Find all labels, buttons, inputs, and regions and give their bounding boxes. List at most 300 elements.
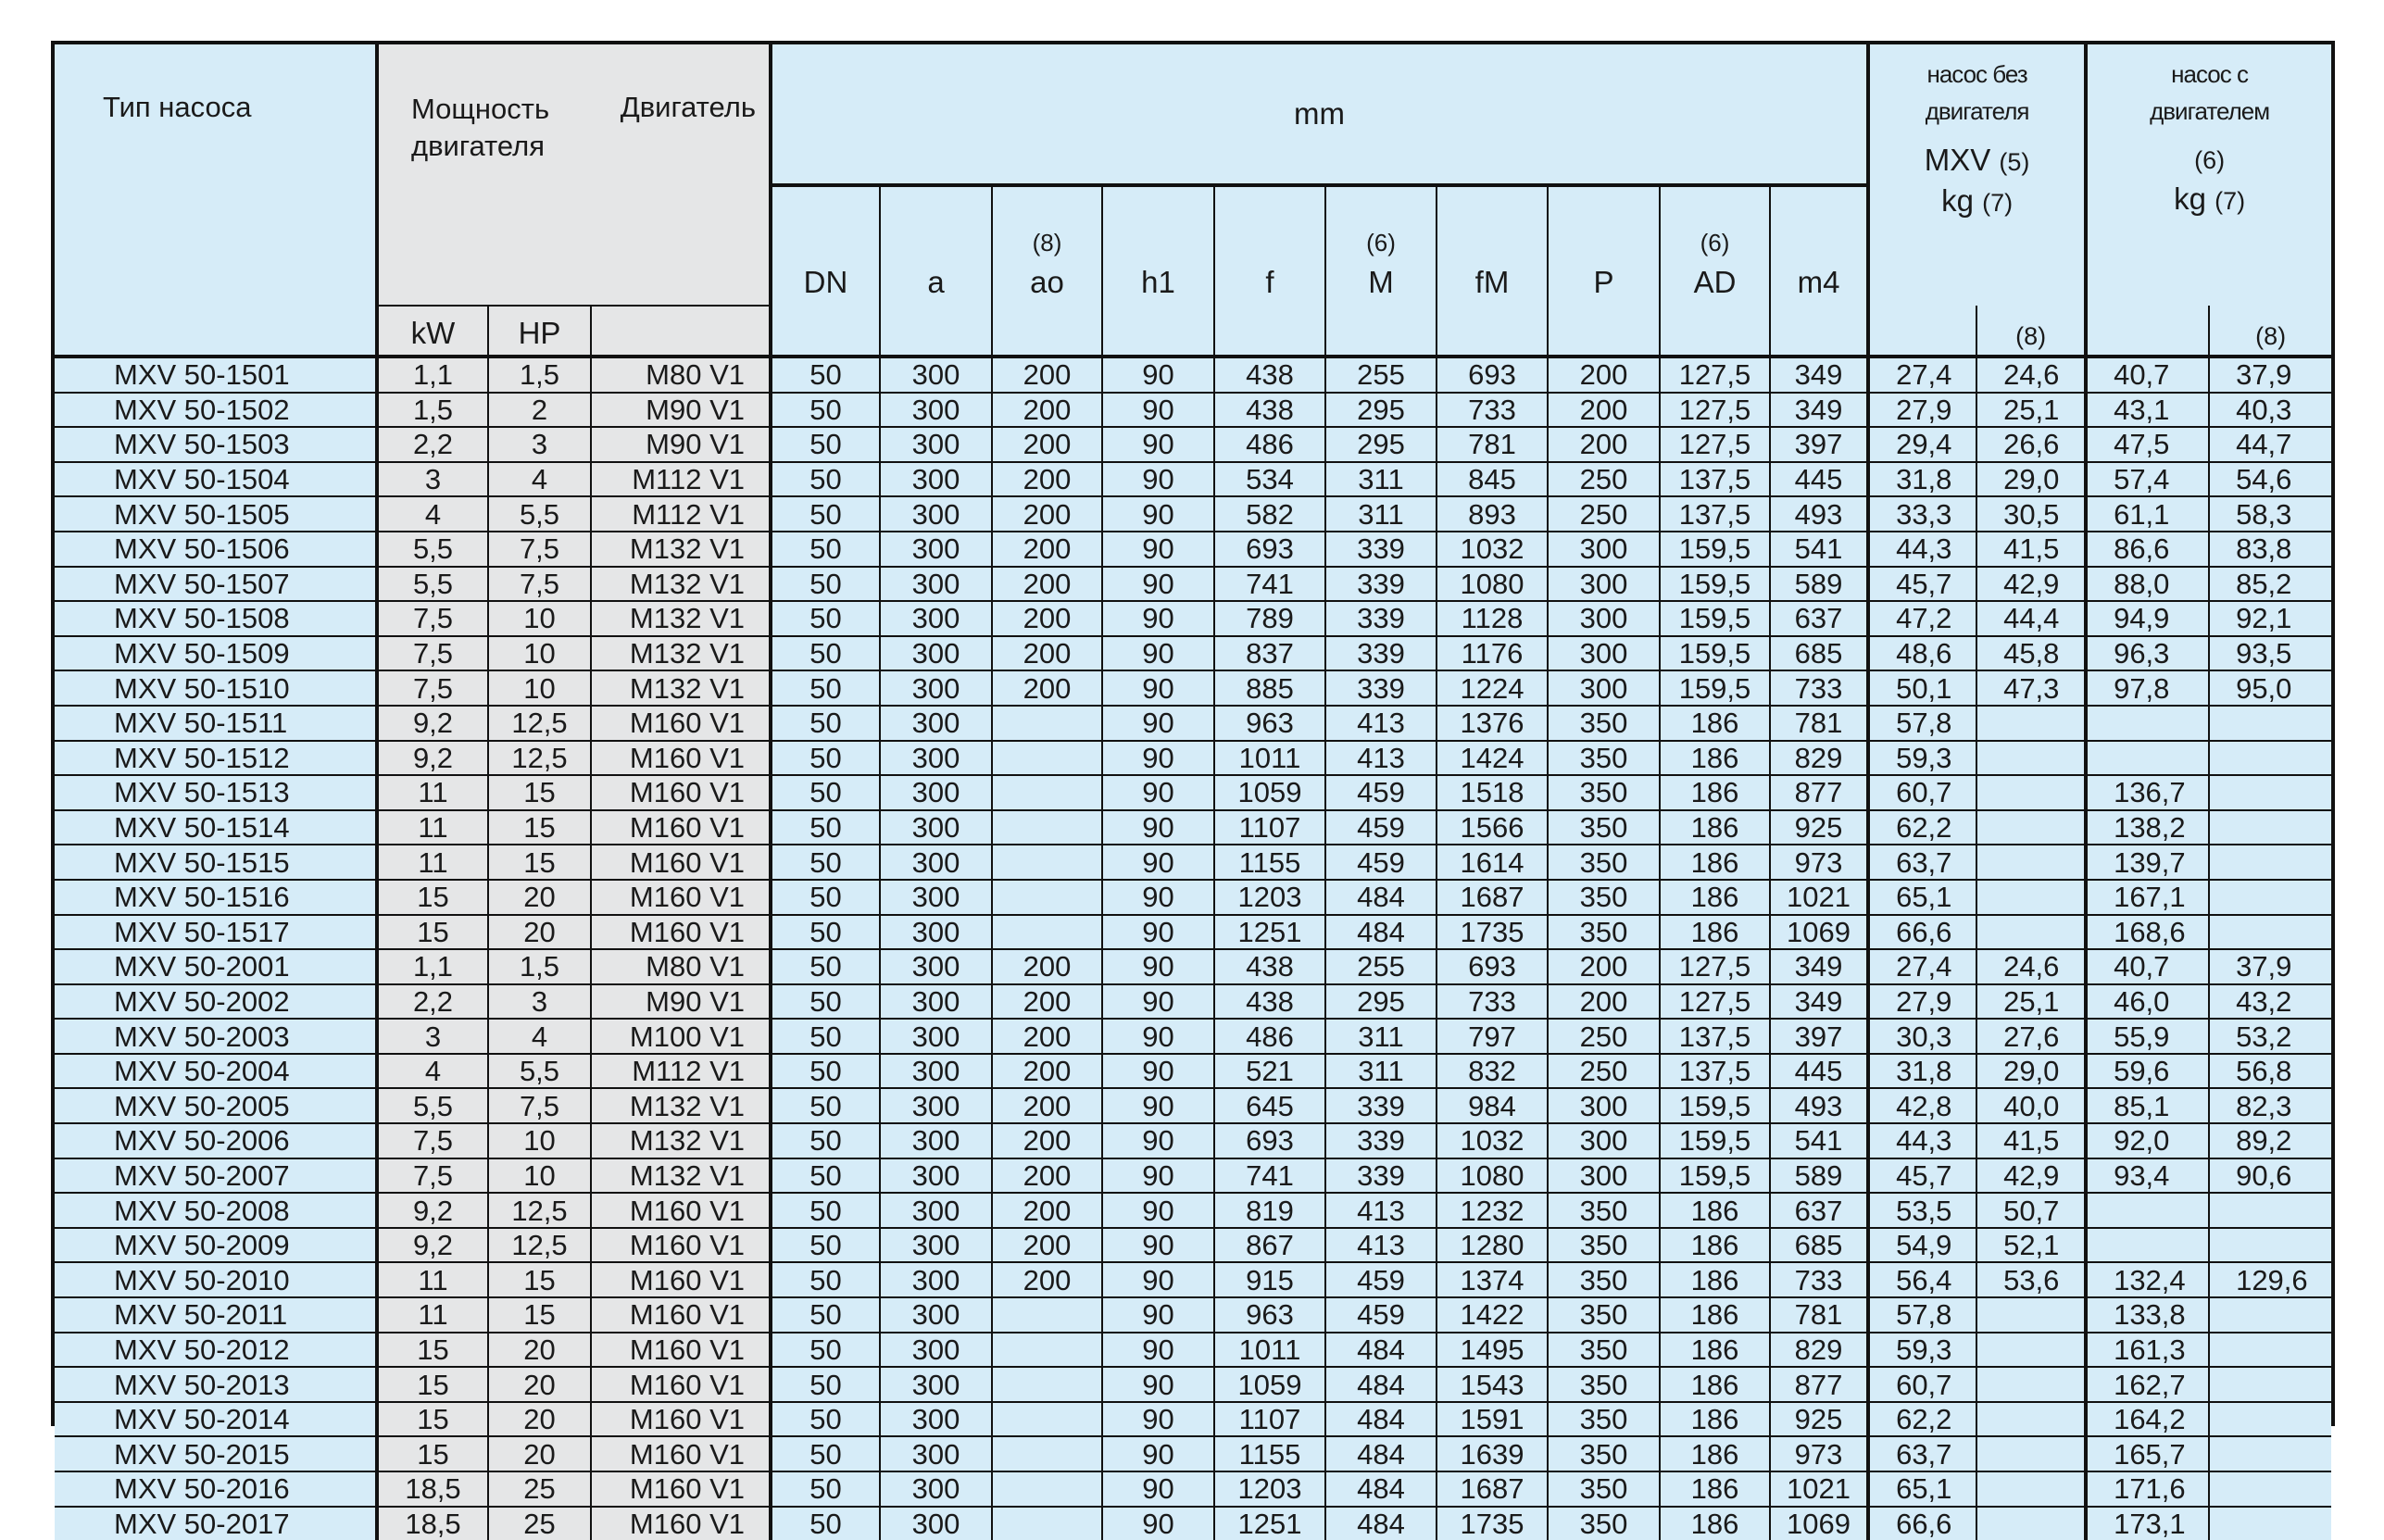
cell-motor: M80 V1 xyxy=(591,949,771,984)
cell-a: 300 xyxy=(880,1333,992,1368)
cell-hp: 15 xyxy=(488,810,591,845)
cell-weight-motor: 167,1 xyxy=(2086,880,2209,915)
cell-ao xyxy=(992,1367,1102,1402)
cell-weight-mxv: 45,7 xyxy=(1868,1158,1976,1194)
cell-hp: 15 xyxy=(488,845,591,880)
cell-hp: 25 xyxy=(488,1471,591,1507)
cell-weight-mxv-8 xyxy=(1976,1367,2086,1402)
cell-ao: 200 xyxy=(992,1123,1102,1158)
cell-dn: 50 xyxy=(771,949,880,984)
cell-kw: 1,1 xyxy=(377,357,488,393)
header-weight-model-note: (5) xyxy=(1999,148,2030,176)
header-dim-m4 xyxy=(1770,185,1868,306)
table-row xyxy=(55,532,2331,567)
cell-ad: 186 xyxy=(1660,810,1770,845)
cell-f: 1107 xyxy=(1214,810,1325,845)
cell-motor: M160 V1 xyxy=(591,1471,771,1507)
cell-a: 300 xyxy=(880,880,992,915)
cell-pump-type: MXV 50-2015 xyxy=(55,1436,377,1471)
header-weight-sub-left xyxy=(1868,306,1976,357)
cell-pump-type: MXV 50-2007 xyxy=(55,1158,377,1194)
cell-weight-mxv-8: 50,7 xyxy=(1976,1193,2086,1228)
cell-weight-motor: 43,1 xyxy=(2086,393,2209,428)
cell-motor: M132 V1 xyxy=(591,1158,771,1194)
cell-ao: 200 xyxy=(992,1193,1102,1228)
cell-m: 484 xyxy=(1325,880,1437,915)
table-row xyxy=(55,462,2331,497)
cell-weight-mxv: 66,6 xyxy=(1868,1507,1976,1540)
cell-fm: 1128 xyxy=(1437,601,1548,636)
cell-weight-mxv: 30,3 xyxy=(1868,1019,1976,1054)
cell-p: 200 xyxy=(1548,393,1660,428)
cell-weight-motor-8 xyxy=(2209,810,2331,845)
cell-dn: 50 xyxy=(771,601,880,636)
cell-p: 350 xyxy=(1548,706,1660,741)
cell-p: 350 xyxy=(1548,775,1660,810)
cell-weight-mxv: 42,8 xyxy=(1868,1088,1976,1123)
header-motor-bottom xyxy=(591,306,771,357)
cell-dn: 50 xyxy=(771,1088,880,1123)
cell-m4: 925 xyxy=(1770,1402,1868,1437)
header-weight-model-text: MXV xyxy=(1924,143,1991,177)
cell-fm: 1422 xyxy=(1437,1297,1548,1333)
cell-ad: 186 xyxy=(1660,1193,1770,1228)
cell-weight-mxv-8: 41,5 xyxy=(1976,532,2086,567)
cell-pump-type: MXV 50-1505 xyxy=(55,496,377,532)
cell-motor: M160 V1 xyxy=(591,775,771,810)
table-row xyxy=(55,1367,2331,1402)
cell-h1: 90 xyxy=(1102,670,1214,706)
cell-dn: 50 xyxy=(771,1333,880,1368)
header-dim-label: h1 xyxy=(1141,265,1175,299)
header-dim-spacer xyxy=(1437,306,1548,357)
cell-p: 300 xyxy=(1548,636,1660,671)
cell-hp: 7,5 xyxy=(488,567,591,602)
cell-fm: 1374 xyxy=(1437,1262,1548,1297)
cell-ao: 200 xyxy=(992,636,1102,671)
cell-f: 1155 xyxy=(1214,845,1325,880)
cell-kw: 15 xyxy=(377,1436,488,1471)
cell-p: 200 xyxy=(1548,357,1660,393)
cell-m: 295 xyxy=(1325,427,1437,462)
cell-weight-mxv: 27,4 xyxy=(1868,357,1976,393)
table-row xyxy=(55,915,2331,950)
header-dim-a xyxy=(880,185,992,306)
header-motor-power xyxy=(377,44,591,306)
cell-weight-motor: 171,6 xyxy=(2086,1471,2209,1507)
cell-pump-type: MXV 50-1511 xyxy=(55,706,377,741)
cell-ao: 200 xyxy=(992,496,1102,532)
cell-h1: 90 xyxy=(1102,741,1214,776)
cell-ad: 159,5 xyxy=(1660,1088,1770,1123)
cell-kw: 5,5 xyxy=(377,532,488,567)
table-row xyxy=(55,427,2331,462)
cell-weight-motor-8 xyxy=(2209,775,2331,810)
cell-f: 438 xyxy=(1214,357,1325,393)
table-row xyxy=(55,1158,2331,1194)
header-dim-spacer xyxy=(1102,306,1214,357)
cell-hp: 20 xyxy=(488,915,591,950)
cell-kw: 11 xyxy=(377,810,488,845)
cell-weight-motor-8 xyxy=(2209,1333,2331,1368)
cell-h1: 90 xyxy=(1102,984,1214,1020)
cell-h1: 90 xyxy=(1102,1333,1214,1368)
cell-ad: 137,5 xyxy=(1660,462,1770,497)
cell-weight-mxv: 60,7 xyxy=(1868,1367,1976,1402)
cell-kw: 7,5 xyxy=(377,670,488,706)
cell-fm: 1591 xyxy=(1437,1402,1548,1437)
cell-motor: M112 V1 xyxy=(591,1054,771,1089)
cell-ao: 200 xyxy=(992,1262,1102,1297)
cell-a: 300 xyxy=(880,567,992,602)
table-row xyxy=(55,636,2331,671)
header-weight2-kg-text: kg xyxy=(2174,182,2206,216)
cell-m4: 445 xyxy=(1770,462,1868,497)
cell-weight-mxv-8: 25,1 xyxy=(1976,393,2086,428)
cell-f: 1203 xyxy=(1214,1471,1325,1507)
cell-weight-motor-8: 43,2 xyxy=(2209,984,2331,1020)
cell-a: 300 xyxy=(880,1019,992,1054)
cell-fm: 1376 xyxy=(1437,706,1548,741)
cell-h1: 90 xyxy=(1102,427,1214,462)
header-weight-with-motor-unit xyxy=(2088,180,2331,220)
cell-ao: 200 xyxy=(992,357,1102,393)
cell-weight-mxv: 56,4 xyxy=(1868,1262,1976,1297)
cell-weight-motor-8 xyxy=(2209,1228,2331,1263)
cell-a: 300 xyxy=(880,1193,992,1228)
cell-fm: 1224 xyxy=(1437,670,1548,706)
cell-ao: 200 xyxy=(992,462,1102,497)
cell-m4: 445 xyxy=(1770,1054,1868,1089)
header-dim-spacer xyxy=(771,306,880,357)
cell-h1: 90 xyxy=(1102,1193,1214,1228)
cell-weight-motor: 46,0 xyxy=(2086,984,2209,1020)
cell-h1: 90 xyxy=(1102,1471,1214,1507)
cell-weight-motor: 86,6 xyxy=(2086,532,2209,567)
cell-fm: 832 xyxy=(1437,1054,1548,1089)
header-pump-type-bottom xyxy=(55,306,377,357)
cell-weight-motor-8: 95,0 xyxy=(2209,670,2331,706)
cell-hp: 10 xyxy=(488,1123,591,1158)
cell-pump-type: MXV 50-2016 xyxy=(55,1471,377,1507)
cell-weight-mxv: 57,8 xyxy=(1868,1297,1976,1333)
cell-weight-motor: 165,7 xyxy=(2086,1436,2209,1471)
cell-ad: 186 xyxy=(1660,1367,1770,1402)
cell-fm: 893 xyxy=(1437,496,1548,532)
cell-pump-type: MXV 50-2001 xyxy=(55,949,377,984)
cell-hp: 1,5 xyxy=(488,949,591,984)
cell-fm: 1232 xyxy=(1437,1193,1548,1228)
table-row xyxy=(55,949,2331,984)
cell-p: 350 xyxy=(1548,915,1660,950)
cell-f: 963 xyxy=(1214,1297,1325,1333)
table-row xyxy=(55,1123,2331,1158)
cell-dn: 50 xyxy=(771,1471,880,1507)
cell-weight-motor-8: 85,2 xyxy=(2209,567,2331,602)
cell-dn: 50 xyxy=(771,915,880,950)
cell-weight-mxv-8 xyxy=(1976,741,2086,776)
cell-h1: 90 xyxy=(1102,915,1214,950)
cell-p: 350 xyxy=(1548,1193,1660,1228)
cell-fm: 1280 xyxy=(1437,1228,1548,1263)
cell-h1: 90 xyxy=(1102,1158,1214,1194)
cell-kw: 9,2 xyxy=(377,1228,488,1263)
table-row xyxy=(55,1228,2331,1263)
cell-h1: 90 xyxy=(1102,496,1214,532)
cell-m4: 1069 xyxy=(1770,915,1868,950)
cell-ad: 186 xyxy=(1660,775,1770,810)
cell-h1: 90 xyxy=(1102,1123,1214,1158)
cell-a: 300 xyxy=(880,1402,992,1437)
cell-ad: 159,5 xyxy=(1660,1158,1770,1194)
cell-m: 295 xyxy=(1325,393,1437,428)
header-weight-with-motor xyxy=(2086,44,2331,306)
cell-h1: 90 xyxy=(1102,1297,1214,1333)
cell-dn: 50 xyxy=(771,1297,880,1333)
cell-pump-type: MXV 50-2010 xyxy=(55,1262,377,1297)
cell-p: 200 xyxy=(1548,984,1660,1020)
cell-weight-mxv: 27,9 xyxy=(1868,393,1976,428)
cell-p: 200 xyxy=(1548,949,1660,984)
cell-weight-motor: 40,7 xyxy=(2086,357,2209,393)
cell-fm: 1687 xyxy=(1437,1471,1548,1507)
cell-a: 300 xyxy=(880,984,992,1020)
cell-motor: M112 V1 xyxy=(591,462,771,497)
cell-f: 1203 xyxy=(1214,880,1325,915)
header-dim-label: fM xyxy=(1474,265,1510,299)
cell-a: 300 xyxy=(880,1367,992,1402)
cell-fm: 1032 xyxy=(1437,1123,1548,1158)
cell-motor: M132 V1 xyxy=(591,670,771,706)
header-dim-m xyxy=(1325,185,1437,306)
header-dim-ao xyxy=(992,185,1102,306)
cell-kw: 7,5 xyxy=(377,1123,488,1158)
cell-weight-motor-8: 83,8 xyxy=(2209,532,2331,567)
cell-h1: 90 xyxy=(1102,567,1214,602)
cell-kw: 15 xyxy=(377,1402,488,1437)
cell-m: 459 xyxy=(1325,1262,1437,1297)
cell-m4: 685 xyxy=(1770,636,1868,671)
cell-pump-type: MXV 50-2005 xyxy=(55,1088,377,1123)
header-dim-label: a xyxy=(927,265,945,299)
cell-p: 300 xyxy=(1548,670,1660,706)
cell-weight-motor: 139,7 xyxy=(2086,845,2209,880)
cell-m: 484 xyxy=(1325,1333,1437,1368)
cell-h1: 90 xyxy=(1102,1367,1214,1402)
cell-kw: 2,2 xyxy=(377,427,488,462)
cell-ad: 127,5 xyxy=(1660,949,1770,984)
cell-fm: 693 xyxy=(1437,357,1548,393)
cell-motor: M160 V1 xyxy=(591,845,771,880)
cell-fm: 1518 xyxy=(1437,775,1548,810)
table-row xyxy=(55,1507,2331,1540)
cell-hp: 20 xyxy=(488,880,591,915)
header-weight-kg-note: (7) xyxy=(1982,189,2014,217)
cell-pump-type: MXV 50-2003 xyxy=(55,1019,377,1054)
cell-pump-type: MXV 50-2009 xyxy=(55,1228,377,1263)
cell-ao: 200 xyxy=(992,984,1102,1020)
cell-weight-mxv: 27,4 xyxy=(1868,949,1976,984)
cell-fm: 733 xyxy=(1437,984,1548,1020)
cell-dn: 50 xyxy=(771,1507,880,1540)
cell-weight-mxv-8: 41,5 xyxy=(1976,1123,2086,1158)
cell-ad: 186 xyxy=(1660,741,1770,776)
cell-h1: 90 xyxy=(1102,1436,1214,1471)
table-row xyxy=(55,845,2331,880)
cell-m4: 397 xyxy=(1770,1019,1868,1054)
cell-m: 459 xyxy=(1325,845,1437,880)
cell-pump-type: MXV 50-1514 xyxy=(55,810,377,845)
cell-a: 300 xyxy=(880,915,992,950)
cell-dn: 50 xyxy=(771,984,880,1020)
header-mm xyxy=(771,44,1868,185)
cell-pump-type: MXV 50-2004 xyxy=(55,1054,377,1089)
cell-weight-mxv-8 xyxy=(1976,1436,2086,1471)
header-pump-type-label: Тип насоса xyxy=(103,91,252,123)
cell-ao: 200 xyxy=(992,601,1102,636)
cell-kw: 5,5 xyxy=(377,567,488,602)
cell-ao: 200 xyxy=(992,532,1102,567)
cell-a: 300 xyxy=(880,810,992,845)
cell-m: 484 xyxy=(1325,1367,1437,1402)
cell-h1: 90 xyxy=(1102,1019,1214,1054)
cell-p: 350 xyxy=(1548,1471,1660,1507)
cell-p: 350 xyxy=(1548,1333,1660,1368)
cell-ao xyxy=(992,880,1102,915)
cell-m: 339 xyxy=(1325,532,1437,567)
cell-m4: 925 xyxy=(1770,810,1868,845)
cell-weight-motor-8 xyxy=(2209,1367,2331,1402)
cell-ad: 159,5 xyxy=(1660,670,1770,706)
header-weight-no-motor xyxy=(1868,44,2086,306)
cell-weight-mxv: 59,3 xyxy=(1868,741,1976,776)
cell-weight-mxv-8: 26,6 xyxy=(1976,427,2086,462)
cell-pump-type: MXV 50-1512 xyxy=(55,741,377,776)
cell-fm: 693 xyxy=(1437,949,1548,984)
cell-weight-motor-8 xyxy=(2209,1507,2331,1540)
cell-hp: 12,5 xyxy=(488,1228,591,1263)
cell-fm: 1495 xyxy=(1437,1333,1548,1368)
cell-pump-type: MXV 50-1517 xyxy=(55,915,377,950)
cell-m4: 1021 xyxy=(1770,880,1868,915)
cell-m: 295 xyxy=(1325,984,1437,1020)
cell-m4: 349 xyxy=(1770,357,1868,393)
cell-motor: M160 V1 xyxy=(591,810,771,845)
table-row xyxy=(55,601,2331,636)
cell-dn: 50 xyxy=(771,810,880,845)
cell-m4: 877 xyxy=(1770,775,1868,810)
cell-f: 486 xyxy=(1214,1019,1325,1054)
cell-weight-motor: 136,7 xyxy=(2086,775,2209,810)
cell-kw: 3 xyxy=(377,462,488,497)
cell-m4: 973 xyxy=(1770,1436,1868,1471)
cell-weight-mxv: 63,7 xyxy=(1868,1436,1976,1471)
header-weight-no-motor-title: насос без двигателя xyxy=(1925,60,2029,125)
cell-weight-mxv-8: 30,5 xyxy=(1976,496,2086,532)
cell-p: 350 xyxy=(1548,1402,1660,1437)
cell-weight-mxv: 44,3 xyxy=(1868,532,1976,567)
cell-ao xyxy=(992,741,1102,776)
cell-m4: 349 xyxy=(1770,984,1868,1020)
cell-h1: 90 xyxy=(1102,393,1214,428)
cell-f: 1251 xyxy=(1214,915,1325,950)
cell-weight-motor-8: 82,3 xyxy=(2209,1088,2331,1123)
cell-ad: 127,5 xyxy=(1660,984,1770,1020)
cell-dn: 50 xyxy=(771,1123,880,1158)
cell-ao xyxy=(992,915,1102,950)
cell-pump-type: MXV 50-1515 xyxy=(55,845,377,880)
cell-ao: 200 xyxy=(992,1054,1102,1089)
cell-kw: 11 xyxy=(377,1262,488,1297)
cell-dn: 50 xyxy=(771,1402,880,1437)
cell-a: 300 xyxy=(880,845,992,880)
cell-weight-mxv: 29,4 xyxy=(1868,427,1976,462)
cell-ad: 186 xyxy=(1660,1297,1770,1333)
cell-a: 300 xyxy=(880,532,992,567)
cell-ad: 186 xyxy=(1660,1507,1770,1540)
cell-hp: 12,5 xyxy=(488,706,591,741)
cell-weight-mxv: 47,2 xyxy=(1868,601,1976,636)
cell-m4: 973 xyxy=(1770,845,1868,880)
cell-dn: 50 xyxy=(771,741,880,776)
cell-pump-type: MXV 50-1504 xyxy=(55,462,377,497)
cell-f: 534 xyxy=(1214,462,1325,497)
cell-weight-motor-8: 129,6 xyxy=(2209,1262,2331,1297)
cell-ao xyxy=(992,706,1102,741)
cell-a: 300 xyxy=(880,1158,992,1194)
header-dim-spacer xyxy=(1214,306,1325,357)
cell-weight-mxv-8 xyxy=(1976,915,2086,950)
cell-hp: 20 xyxy=(488,1436,591,1471)
cell-ao xyxy=(992,845,1102,880)
cell-weight-motor-8: 37,9 xyxy=(2209,949,2331,984)
cell-motor: M160 V1 xyxy=(591,741,771,776)
cell-kw: 7,5 xyxy=(377,1158,488,1194)
cell-h1: 90 xyxy=(1102,810,1214,845)
cell-m: 459 xyxy=(1325,810,1437,845)
cell-weight-motor: 57,4 xyxy=(2086,462,2209,497)
cell-p: 350 xyxy=(1548,741,1660,776)
cell-pump-type: MXV 50-2014 xyxy=(55,1402,377,1437)
cell-m4: 589 xyxy=(1770,567,1868,602)
header-dim-note: (8) xyxy=(1032,229,1062,257)
cell-dn: 50 xyxy=(771,393,880,428)
cell-weight-motor: 55,9 xyxy=(2086,1019,2209,1054)
header-dim-label: m4 xyxy=(1797,265,1840,299)
cell-motor: M160 V1 xyxy=(591,1262,771,1297)
cell-f: 1059 xyxy=(1214,1367,1325,1402)
header-dim-label: f xyxy=(1265,265,1274,299)
cell-f: 1251 xyxy=(1214,1507,1325,1540)
header-dim-h1 xyxy=(1102,185,1214,306)
header-weight2-kg-note: (7) xyxy=(2215,187,2246,215)
cell-m4: 1069 xyxy=(1770,1507,1868,1540)
cell-m4: 781 xyxy=(1770,706,1868,741)
cell-weight-mxv-8: 29,0 xyxy=(1976,462,2086,497)
header-weight-sub-note-text: (8) xyxy=(2015,322,2047,350)
cell-hp: 15 xyxy=(488,775,591,810)
cell-fm: 1639 xyxy=(1437,1436,1548,1471)
cell-weight-motor-8: 54,6 xyxy=(2209,462,2331,497)
cell-pump-type: MXV 50-1502 xyxy=(55,393,377,428)
cell-p: 250 xyxy=(1548,462,1660,497)
cell-motor: M160 V1 xyxy=(591,1333,771,1368)
cell-ao: 200 xyxy=(992,1019,1102,1054)
cell-h1: 90 xyxy=(1102,462,1214,497)
header-kw-label: kW xyxy=(410,316,456,350)
table-row xyxy=(55,496,2331,532)
cell-motor: M112 V1 xyxy=(591,496,771,532)
